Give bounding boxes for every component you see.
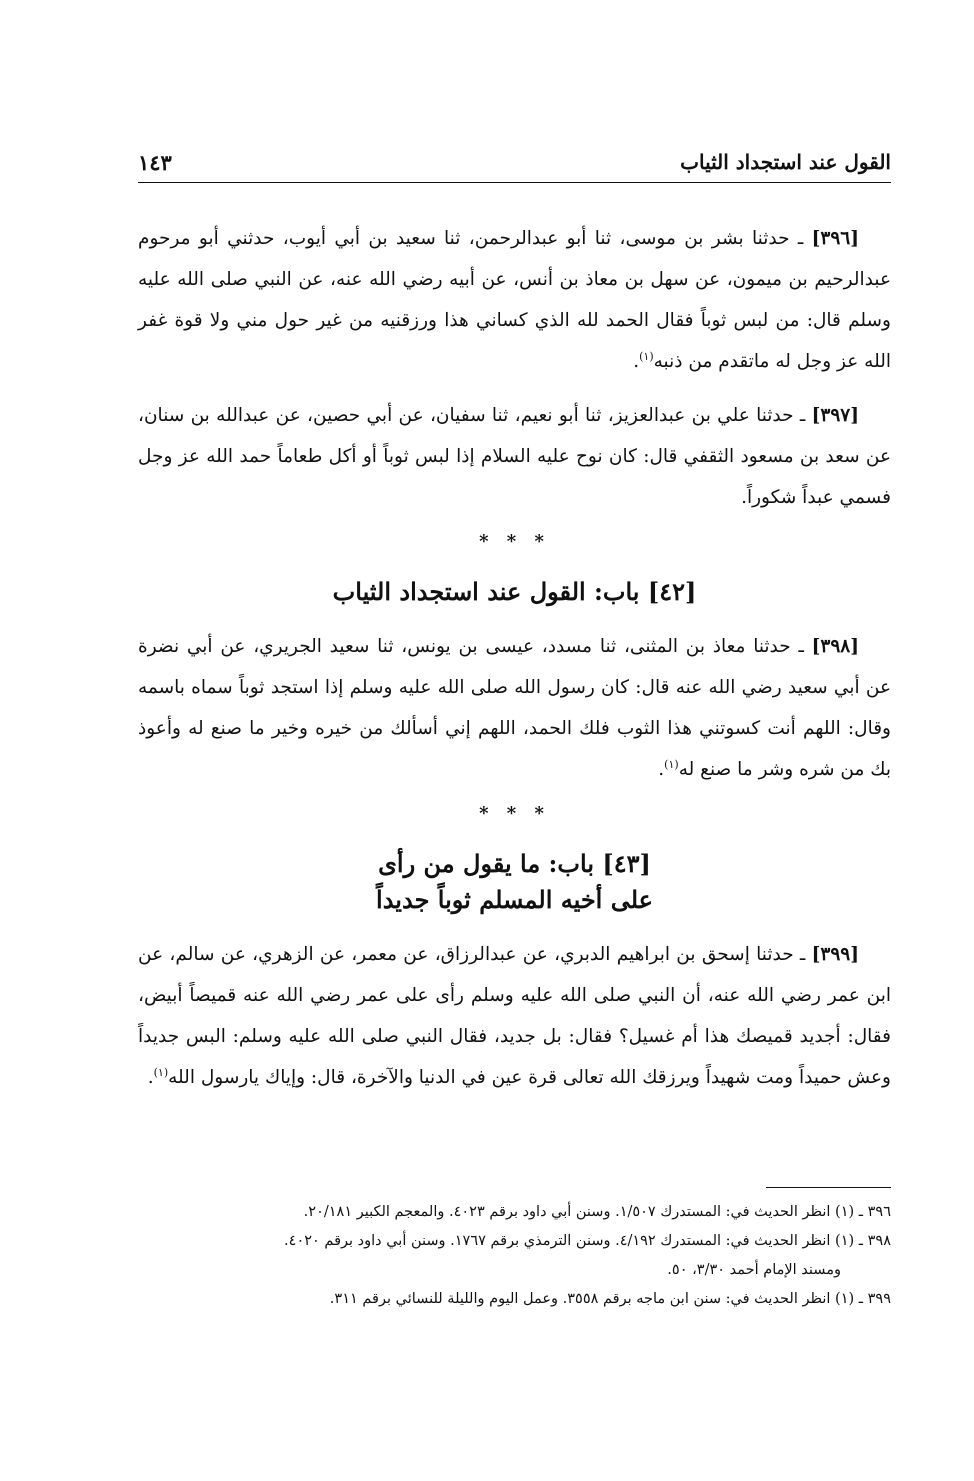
hadith-number: [٣٩٧] <box>811 405 859 426</box>
footnote-ref: (١) <box>639 349 654 363</box>
hadith-398 <box>138 626 891 790</box>
hadith-end: . <box>741 487 747 508</box>
hadith-number: [٣٩٩] <box>811 944 859 965</box>
hadith-number: [٣٩٦] <box>811 228 859 249</box>
main-text <box>138 218 891 1111</box>
hadith-399 <box>138 934 891 1098</box>
chapter-title-line-1: [٤٣] باب: ما يقول من رأى <box>378 849 651 878</box>
chapter-heading-43 <box>138 846 891 918</box>
footnote-ref: (١) <box>153 1065 169 1079</box>
running-header <box>138 146 891 183</box>
section-separator: * * * <box>479 531 550 552</box>
footnote-399: ٣٩٩ ـ (١) انظر الحديث في: سنن ابن ماجه برقم ٣٥٥٨. وعمل اليوم والليلة للنسائي برقم ٣١١. <box>329 1291 891 1307</box>
footnotes <box>138 1187 891 1314</box>
hadith-end: . <box>633 351 640 372</box>
footnote-398-continuation: ومسند الإمام أحمد ٣/٣٠، ٥٠. <box>667 1262 841 1278</box>
chapter-heading-42 <box>138 574 891 610</box>
hadith-396 <box>138 218 891 382</box>
footnote-divider <box>766 1187 891 1188</box>
hadith-end: . <box>147 1067 154 1088</box>
chapter-title-line-2: على أخيه المسلم ثوباً جديداً <box>376 885 653 914</box>
hadith-text: ـ حدثنا إسحق بن ابراهيم الدبري، عن عبدالرزاق، عن معمر، عن الزهري، عن سالم، عن ابن عمر رضي الله عنه، أن النبي صلى الله عليه وسلم رأى على عمر رضي الله عنه قميصاً أبيض، فقال: أجديد قميصك هذا أم غسيل؟ فقال: بل جديد، فقال النبي صلى الله عليه وسلم: البس جديداً وعش حميداً ومت شهيداً ويرزقك الله تعالى قرة عين في الدنيا والآخرة، قال: وإياك يارسول الله <box>138 944 891 1088</box>
hadith-end: . <box>658 759 665 780</box>
hadith-397 <box>138 395 891 518</box>
hadith-text: ـ حدثنا معاذ بن المثنى، ثنا مسدد، عيسى بن يونس، ثنا سعيد الجريري، عن أبي نضرة عن أبي سعيد رضي الله عنه قال: كان رسول الله صلى الله عليه وسلم إذا استجد ثوباً سماه باسمه وقال: اللهم أنت كسوتني هذا الثوب فلك الحمد، اللهم إني أسألك من خيره وخير ما صنع له وأعوذ بك من شره وشر ما صنع له <box>138 636 891 780</box>
page-number: ١٤٣ <box>138 150 172 175</box>
footnote-ref: (١) <box>664 757 679 771</box>
hadith-number: [٣٩٨] <box>811 636 859 657</box>
footnote-398: ٣٩٨ ـ (١) انظر الحديث في: المستدرك ٤/١٩٢. وسنن الترمذي برقم ١٧٦٧. وسنن أبي داود برقم ٤٠٢٠. <box>284 1233 891 1249</box>
chapter-title: [٤٢] باب: القول عند استجداد الثياب <box>332 577 697 606</box>
hadith-text: ـ حدثنا علي بن عبدالعزيز، ثنا أبو نعيم، ثنا سفيان، عن أبي حصين، عن عبدالله بن سنان، عن سعد بن مسعود الثقفي قال: كان نوح عليه السلام إذا لبس ثوباً أو أكل طعاماً حمد الله عز وجل فسمي عبداً شكوراً <box>138 405 891 508</box>
hadith-text: ـ حدثنا بشر بن موسى، ثنا أبو عبدالرحمن، ثنا سعيد بن أبي أيوب، حدثني أبو مرحوم عبدالرحيم بن ميمون، عن سهل بن معاذ بن أنس، عن أبيه رضي الله عنه، عن النبي صلى الله عليه وسلم قال: من لبس ثوباً فقال الحمد لله الذي كساني هذا ورزقنيه من غير حول مني ولا قوة غفر الله عز وجل له ماتقدم من ذنبه <box>138 228 891 372</box>
running-title: القول عند استجداد الثياب <box>680 150 891 174</box>
section-separator: * * * <box>479 803 550 824</box>
footnote-396: ٣٩٦ ـ (١) انظر الحديث في: المستدرك ١/٥٠٧. وسنن أبي داود برقم ٤٠٢٣. والمعجم الكبير ٢٠/١٨١. <box>303 1204 891 1220</box>
